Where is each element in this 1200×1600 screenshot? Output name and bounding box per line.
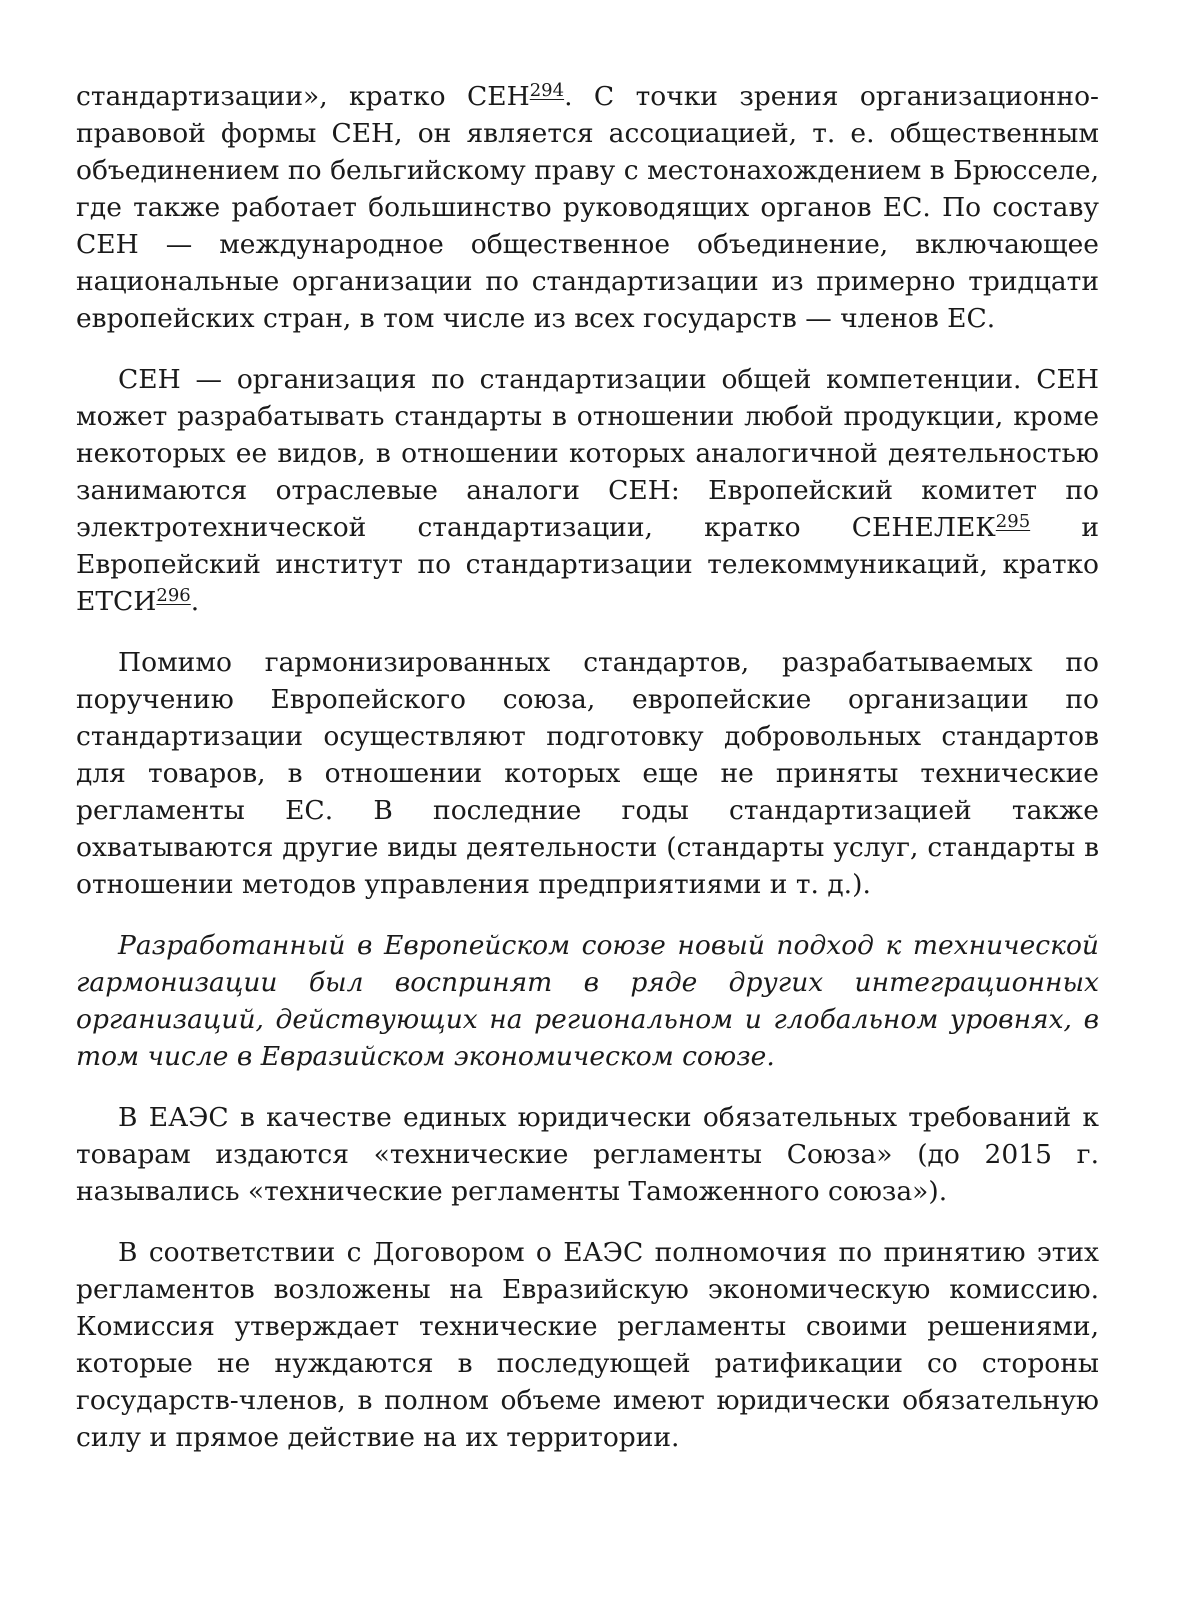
paragraph-1-text-b: . С точки зрения организационно-правовой формы СЕН, он является ассоциацией, т. е. общественным объединением по бельгийскому праву с местонахождением в Брюсселе, где также работает большинство руководящих органов ЕС. По составу СЕН — международное общественное объединение, включающее национальные организации по стандартизации из примерно тридцати европейских стран, в том числе из всех государств — членов ЕС. [76,81,1100,334]
paragraph-2-text-c: . [190,586,200,617]
paragraph-4-italic [76,927,1099,1075]
paragraph-6 [76,1234,1099,1456]
paragraph-4-text: Разработанный в Европейском союзе новый подход к технической гармонизации был воспринят в ряде других интеграционных организаций, действующих на региональном и глобальном уровнях, в том числе в Евразийском экономическом союзе. [76,930,1099,1072]
paragraph-1 [76,78,1099,337]
paragraph-5 [76,1099,1099,1210]
document-page [76,78,1099,1480]
paragraph-1-text-a: стандартизации», кратко СЕН [76,81,530,112]
paragraph-2-text-b: и Европейский институт по стандартизации телекоммуникаций, кратко ЕТСИ [76,512,1099,617]
paragraph-5-text: В ЕАЭС в качестве единых юридически обязательных требований к товарам издаются «технические регламенты Союза» (до 2015 г. назывались «технические регламенты Таможенного союза»). [76,1102,1099,1207]
paragraph-6-text: В соответствии с Договором о ЕАЭС полномочия по принятию этих регламентов возложены на Евразийскую экономическую комиссию. Комиссия утверждает технические регламенты своими решениями, которые не нуждаются в последующей ратификации со стороны государств-членов, в полном объеме имеют юридически обязательную силу и прямое действие на их территории. [76,1237,1099,1453]
paragraph-2 [76,361,1099,620]
footnote-ref-294[interactable]: 294 [529,80,565,101]
footnote-ref-295[interactable]: 295 [995,511,1031,532]
paragraph-3-text: Помимо гармонизированных стандартов, разрабатываемых по поручению Европейского союза, европейские организации по стандартизации осуществляют подготовку добровольных стандартов для товаров, в отношении которых еще не приняты технические регламенты ЕС. В последние годы стандартизацией также охватываются другие виды деятельности (стандарты услуг, стандарты в отношении методов управления предприятиями и т. д.). [76,647,1099,900]
paragraph-3 [76,644,1099,903]
footnote-ref-296[interactable]: 296 [156,585,191,606]
paragraph-2-text-a: СЕН — организация по стандартизации общей компетенции. СЕН может разрабатывать стандарты в отношении любой продукции, кроме некоторых ее видов, в отношении которых аналогичной деятельностью занимаются отраслевые аналоги СЕН: Европейский комитет по электротехнической стандартизации, кратко СЕНЕЛЕК [76,364,1099,543]
